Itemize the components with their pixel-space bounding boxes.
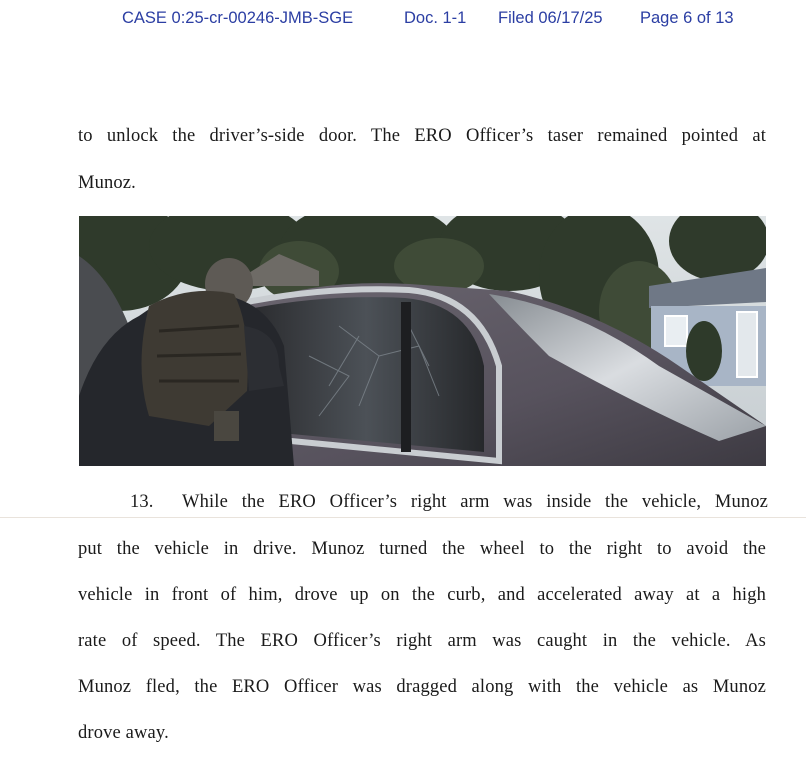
text-line: vehicle in front of him, drove up on the curb, and accelerated away at a high <box>78 585 766 605</box>
text-line: Munoz fled, the ERO Officer was dragged along with the vehicle as Munoz <box>78 677 766 697</box>
page-number: Page 6 of 13 <box>640 9 734 27</box>
document-number: Doc. 1-1 <box>404 9 467 27</box>
case-number: CASE 0:25-cr-00246-JMB-SGE <box>122 9 354 27</box>
bodycam-photo <box>79 216 766 466</box>
text-line: put the vehicle in drive. Munoz turned the wheel to the right to avoid the <box>78 539 766 559</box>
scan-artifact <box>0 517 806 518</box>
text-line: Munoz. <box>78 173 136 193</box>
paragraph-number: 13. <box>130 492 154 512</box>
filed-date: Filed 06/17/25 <box>498 9 603 27</box>
text-line: to unlock the driver’s-side door. The ERO Officer’s taser remained pointed at <box>78 126 766 146</box>
text-line: drove away. <box>78 723 169 743</box>
text-line: While the ERO Officer’s right arm was inside the vehicle, Munoz <box>182 492 768 512</box>
text-line: rate of speed. The ERO Officer’s right arm was caught in the vehicle. As <box>78 631 766 651</box>
